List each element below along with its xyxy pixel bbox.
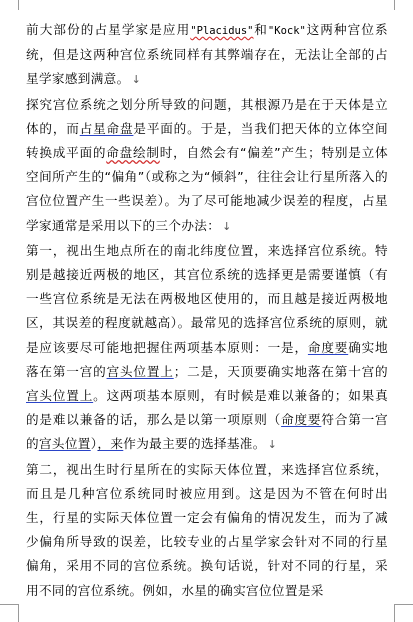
underlined-text-run: 宫头位置上 bbox=[106, 363, 174, 379]
text-run: 探究宫位系统之划分所导致的问题，其根源乃是在于天体是立体的，而 bbox=[26, 96, 388, 136]
crop-mark-bottom-right bbox=[394, 604, 395, 622]
crop-mark-bottom-left bbox=[0, 604, 18, 605]
text-run: ） bbox=[90, 436, 98, 452]
paragraph-mark-icon: ↓ bbox=[267, 438, 278, 452]
paragraph bbox=[26, 239, 388, 458]
text-run: 这两种宫位系统，但是这两种宫位系统同样有其弊端存在，无法让全部的占星学家感到满意。 bbox=[26, 22, 388, 87]
underlined-text-run: ，来 bbox=[97, 436, 124, 452]
text-run: ；二是，天顶要确实地落在第十宫的 bbox=[173, 363, 388, 379]
paragraph bbox=[26, 18, 388, 93]
text-run: 。这两项基本原则，有时候是难以兼备的；如果真的是难以兼备的话，那么是以第一项原则（ bbox=[26, 388, 389, 428]
crop-mark-top-left bbox=[18, 0, 19, 10]
paragraph bbox=[26, 458, 388, 603]
underlined-text-run: 命度要 bbox=[281, 412, 322, 428]
paragraph bbox=[26, 93, 388, 239]
text-run: 第二，视出生时行星所在的实际天体位置，来选择宫位系统，而且是几种宫位系统同时被应用到。这是因为不管在何时出生，行星的实际天体位置一定会有偏角的情况发生，而为了减少偏角所导致的误差，比较专业的占星学家会针对不同的行星偏角，采用不同的宫位系统。换句话说，针对不同的行星，采用不同的宫位系统。例如，水星的确实宫位位置是采 bbox=[26, 461, 388, 598]
spellcheck-flagged-text-run: 命盘绘制 bbox=[106, 145, 160, 161]
document-body[interactable] bbox=[26, 18, 388, 603]
text-run: 时，自然会有“偏差”产生；特别是立体空间所产生的“偏角”（或称之为“倾斜”，往往会让行星所落入的宫位位置产生一些误差）。为了尽可能地减少误差的程度，占星学家通常是采用以下的三个办法： bbox=[26, 145, 388, 233]
underlined-text-run: 宫头位置上 bbox=[26, 388, 94, 404]
text-run: 第一，视出生地点所在的南北纬度位置，来选择宫位系统。特别是越接近两极的地区，其宫位系统的选择更是需要谨慎（有一些宫位系统是无法在两极地区使用的，而且越是接近两极地区，其误差的程度就越高）。最常见的选择宫位系统的原则，就是应该要尽可能地把握住两项基本原则：一是， bbox=[26, 242, 388, 355]
crop-mark-bottom-right bbox=[395, 604, 413, 605]
text-run: 和 bbox=[253, 22, 268, 37]
text-run: 是平面的。于是，当我们把天体的立体空间转换成平面的 bbox=[26, 120, 388, 161]
underlined-text-run: 宫头位置 bbox=[38, 436, 91, 452]
spellcheck-flagged-text-run: "Placidus" bbox=[190, 25, 254, 37]
text-run: 前大部份的占星学家是应用 bbox=[26, 22, 191, 37]
text-run: 作为最主要的选择基准。 bbox=[123, 436, 266, 452]
text-run: 确实地落在第一宫的 bbox=[26, 339, 388, 379]
text-run: 符合第一宫的 bbox=[26, 412, 389, 452]
text-run: "Kock" bbox=[267, 25, 306, 37]
paragraph-mark-icon: ↓ bbox=[131, 73, 142, 87]
crop-mark-bottom-left bbox=[18, 604, 19, 622]
paragraph-mark-icon: ↓ bbox=[222, 219, 232, 233]
underlined-text-run: 占星命盘 bbox=[79, 120, 134, 136]
crop-mark-top-right bbox=[394, 0, 395, 10]
underlined-text-run: 命度要 bbox=[307, 339, 349, 355]
